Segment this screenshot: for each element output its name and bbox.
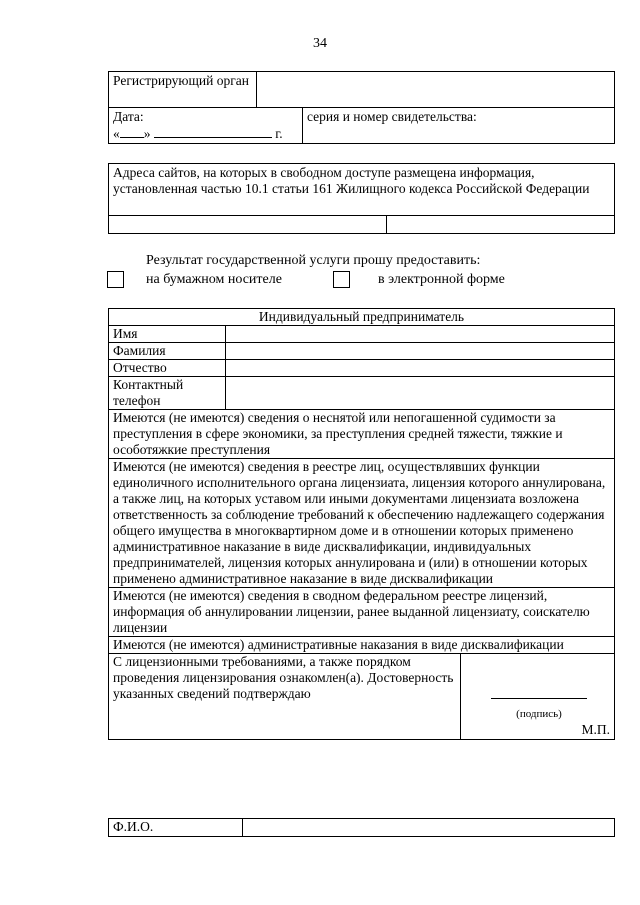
electronic-label: в электронной форме — [378, 272, 505, 287]
patronymic-value[interactable] — [226, 360, 615, 377]
fio-table — [108, 818, 615, 837]
stamp-label: М.П. — [581, 722, 610, 737]
phone-label: Контактный телефон — [109, 377, 226, 410]
administrative-penalty-statement: Имеются (не имеются) административные наказания в виде дисквалификации — [109, 637, 615, 654]
websites-table — [108, 163, 615, 234]
first-name-value[interactable] — [226, 326, 615, 343]
certificate-series-label: серия и номер свидетельства: — [307, 109, 477, 124]
signature-label: (подпись) — [516, 708, 562, 720]
registration-table — [108, 71, 615, 144]
paper-checkbox[interactable] — [107, 271, 124, 288]
website-cell-1[interactable] — [109, 216, 387, 234]
patronymic-label: Отчество — [109, 360, 226, 377]
license-registry-statement: Имеются (не имеются) сведения в сводном федеральном реестре лицензий, информация об аннулировании лицензии, ранее выданной лицензиату, соискателю лицензии — [109, 588, 615, 637]
entrepreneur-header: Индивидуальный предприниматель — [109, 309, 615, 326]
website-cell-2[interactable] — [387, 216, 615, 234]
disqualification-registry-statement: Имеются (не имеются) сведения в реестре лиц, осуществлявших функции единоличного исполнительного органа лицензиата, лицензия которого аннулирована, а также лиц, на которых уставом или иными документами лицензиата возложена ответственность за соблюдение требований к обеспечению надлежащего содержания общего имущества в многоквартирном доме и в отношении которых применено административное наказание в виде дисквалификации, индивидуальных предпринимателей, лицензия которых аннулирована и (или) в отношении которых применено административное наказание в виде дисквалификации — [109, 459, 615, 588]
certificate-series-cell[interactable] — [303, 108, 615, 144]
websites-description: Адреса сайтов, на которых в свободном доступе размещена информация, установленная частью 10.1 статьи 161 Жилищного кодекса Российской Федерации — [109, 164, 615, 216]
signature-cell[interactable] — [461, 654, 615, 740]
registering-organ-label: Регистрирующий орган — [109, 72, 257, 108]
fio-value[interactable] — [243, 819, 615, 837]
result-prompt: Результат государственной услуги прошу предоставить: — [146, 253, 481, 268]
criminal-record-statement: Имеются (не имеются) сведения о неснятой или непогашенной судимости за преступления в сфере экономики, за преступления средней тяжести, тяжкие и особотяжкие преступления — [109, 410, 615, 459]
fio-label: Ф.И.О. — [109, 819, 243, 837]
date-label: Дата: — [113, 109, 144, 124]
confirmation-text: С лицензионными требованиями, а также порядком проведения лицензирования ознакомлен(а). Достоверность указанных сведений подтверждаю — [109, 654, 461, 740]
signature-line — [491, 698, 587, 699]
entrepreneur-table — [108, 308, 615, 740]
page-number: 34 — [313, 36, 327, 51]
paper-label: на бумажном носителе — [146, 272, 282, 287]
last-name-label: Фамилия — [109, 343, 226, 360]
registering-organ-value[interactable] — [257, 72, 615, 108]
electronic-checkbox[interactable] — [333, 271, 350, 288]
date-cell[interactable] — [109, 108, 303, 144]
date-blank-line: « » г. — [113, 126, 283, 141]
last-name-value[interactable] — [226, 343, 615, 360]
first-name-label: Имя — [109, 326, 226, 343]
phone-value[interactable] — [226, 377, 615, 410]
